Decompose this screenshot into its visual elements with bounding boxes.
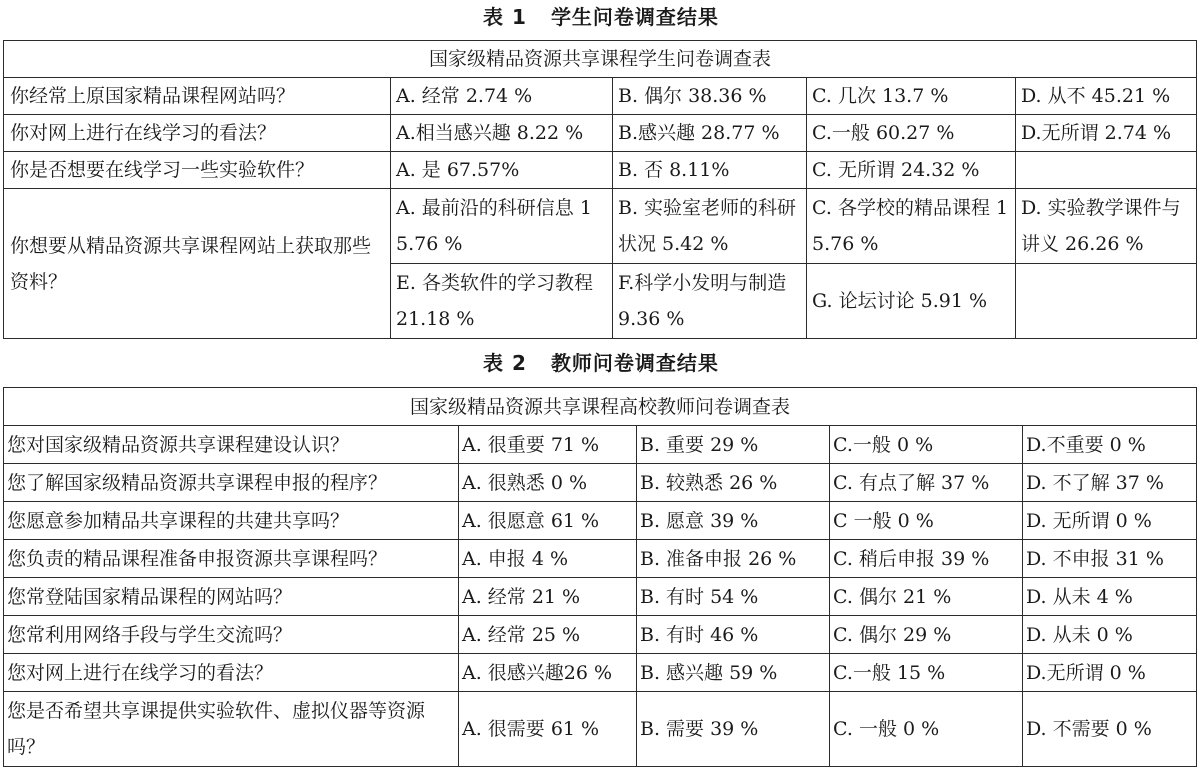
option-b-cell: B. 否 8.11% xyxy=(613,152,807,189)
question-cell: 您负责的精品课程准备申报资源共享课程吗？ xyxy=(4,540,459,578)
option-d-cell: D. 从未 4 % xyxy=(1023,578,1197,616)
option-b-cell: B. 需要 39 % xyxy=(637,692,830,767)
option-d-cell: D.无所谓 2.74 % xyxy=(1016,115,1197,152)
question-cell: 您了解国家级精品资源共享课程申报的程序？ xyxy=(4,464,459,502)
option-c-cell: C 一般 0 % xyxy=(830,502,1023,540)
option-b-cell: B. 较熟悉 26 % xyxy=(637,464,830,502)
question-cell: 你想要从精品资源共享课程网站上获取那些资料？ xyxy=(4,189,391,339)
table-row xyxy=(4,152,1197,189)
question-cell: 您对网上进行在线学习的看法？ xyxy=(4,654,459,692)
option-a-cell: A. 很愿意 61 % xyxy=(459,502,637,540)
teacher-survey-table xyxy=(3,387,1197,767)
option-a-cell: A. 很熟悉 0 % xyxy=(459,464,637,502)
question-cell: 你是否想要在线学习一些实验软件？ xyxy=(4,152,391,189)
table-row xyxy=(4,189,1197,264)
option-a-cell: A. 是 67.57% xyxy=(391,152,613,189)
option-a-cell: A. 申报 4 % xyxy=(459,540,637,578)
table-row xyxy=(4,692,1197,767)
option-d-cell xyxy=(1016,152,1197,189)
option-g-cell: G. 论坛讨论 5.91 % xyxy=(807,264,1016,339)
table-row xyxy=(4,426,1197,464)
table1-caption-title: 学生问卷调查结果 xyxy=(550,5,719,29)
option-b-cell: B. 感兴趣 59 % xyxy=(637,654,830,692)
option-b-cell: B. 准备申报 26 % xyxy=(637,540,830,578)
question-cell: 您常利用网络手段与学生交流吗？ xyxy=(4,616,459,654)
table-row xyxy=(4,616,1197,654)
question-cell: 你对网上进行在线学习的看法？ xyxy=(4,115,391,152)
option-b-cell: B. 愿意 39 % xyxy=(637,502,830,540)
option-b-cell: B.感兴趣 28.77 % xyxy=(613,115,807,152)
option-d-cell: D.无所谓 0 % xyxy=(1023,654,1197,692)
table2-caption-number: 表 2 xyxy=(483,351,527,375)
option-d-cell: D. 不需要 0 % xyxy=(1023,692,1197,767)
question-cell: 您愿意参加精品共享课程的共建共享吗？ xyxy=(4,502,459,540)
option-c-cell: C.一般 60.27 % xyxy=(807,115,1016,152)
table2-caption-title: 教师问卷调查结果 xyxy=(550,351,719,375)
question-cell: 您是否希望共享课提供实验软件、虚拟仪器等资源吗？ xyxy=(4,692,459,767)
option-c-cell: C.一般 15 % xyxy=(830,654,1023,692)
table-row xyxy=(4,654,1197,692)
option-a-cell: A. 很感兴趣26 % xyxy=(459,654,637,692)
teacher-survey-header: 国家级精品资源共享课程高校教师问卷调查表 xyxy=(4,388,1197,426)
option-c-cell: C. 有点了解 37 % xyxy=(830,464,1023,502)
option-c-cell: C. 无所谓 24.32 % xyxy=(807,152,1016,189)
option-d-cell: D. 从不 45.21 % xyxy=(1016,78,1197,115)
option-b-cell: B. 重要 29 % xyxy=(637,426,830,464)
option-c-cell: C. 各学校的精品课程 15.76 % xyxy=(807,189,1016,264)
table-row xyxy=(4,464,1197,502)
option-d-cell: D. 无所谓 0 % xyxy=(1023,502,1197,540)
option-c-cell: C.一般 0 % xyxy=(830,426,1023,464)
option-d-cell: D. 不申报 31 % xyxy=(1023,540,1197,578)
option-c-cell: C. 偶尔 21 % xyxy=(830,578,1023,616)
option-f-cell: F.科学小发明与制造 9.36 % xyxy=(613,264,807,339)
option-b-cell: B. 偶尔 38.36 % xyxy=(613,78,807,115)
option-a-cell: A. 经常 2.74 % xyxy=(391,78,613,115)
table-row xyxy=(4,78,1197,115)
table1-caption xyxy=(0,2,1202,32)
option-b-cell: B. 有时 46 % xyxy=(637,616,830,654)
option-a-cell: A. 很需要 61 % xyxy=(459,692,637,767)
table-row xyxy=(4,578,1197,616)
student-survey-table xyxy=(3,40,1197,339)
option-c-cell: C. 偶尔 29 % xyxy=(830,616,1023,654)
question-cell: 您常登陆国家精品课程的网站吗？ xyxy=(4,578,459,616)
empty-cell xyxy=(1016,264,1197,339)
option-b-cell: B. 实验室老师的科研状况 5.42 % xyxy=(613,189,807,264)
option-d-cell: D.不重要 0 % xyxy=(1023,426,1197,464)
table-row xyxy=(4,540,1197,578)
student-survey-header: 国家级精品资源共享课程学生问卷调查表 xyxy=(4,41,1197,78)
question-cell: 你经常上原国家精品课程网站吗？ xyxy=(4,78,391,115)
table2-caption xyxy=(0,348,1202,378)
option-a-cell: A.相当感兴趣 8.22 % xyxy=(391,115,613,152)
option-e-cell: E. 各类软件的学习教程 21.18 % xyxy=(391,264,613,339)
option-b-cell: B. 有时 54 % xyxy=(637,578,830,616)
option-c-cell: C. 稍后申报 39 % xyxy=(830,540,1023,578)
table1-caption-number: 表 1 xyxy=(483,5,527,29)
question-cell: 您对国家级精品资源共享课程建设认识？ xyxy=(4,426,459,464)
option-a-cell: A. 很重要 71 % xyxy=(459,426,637,464)
option-a-cell: A. 最前沿的科研信息 15.76 % xyxy=(391,189,613,264)
table-row xyxy=(4,115,1197,152)
option-c-cell: C. 几次 13.7 % xyxy=(807,78,1016,115)
option-a-cell: A. 经常 21 % xyxy=(459,578,637,616)
option-d-cell: D. 从未 0 % xyxy=(1023,616,1197,654)
table-row xyxy=(4,502,1197,540)
option-c-cell: C. 一般 0 % xyxy=(830,692,1023,767)
option-d-cell: D. 实验教学课件与讲义 26.26 % xyxy=(1016,189,1197,264)
option-d-cell: D. 不了解 37 % xyxy=(1023,464,1197,502)
option-a-cell: A. 经常 25 % xyxy=(459,616,637,654)
